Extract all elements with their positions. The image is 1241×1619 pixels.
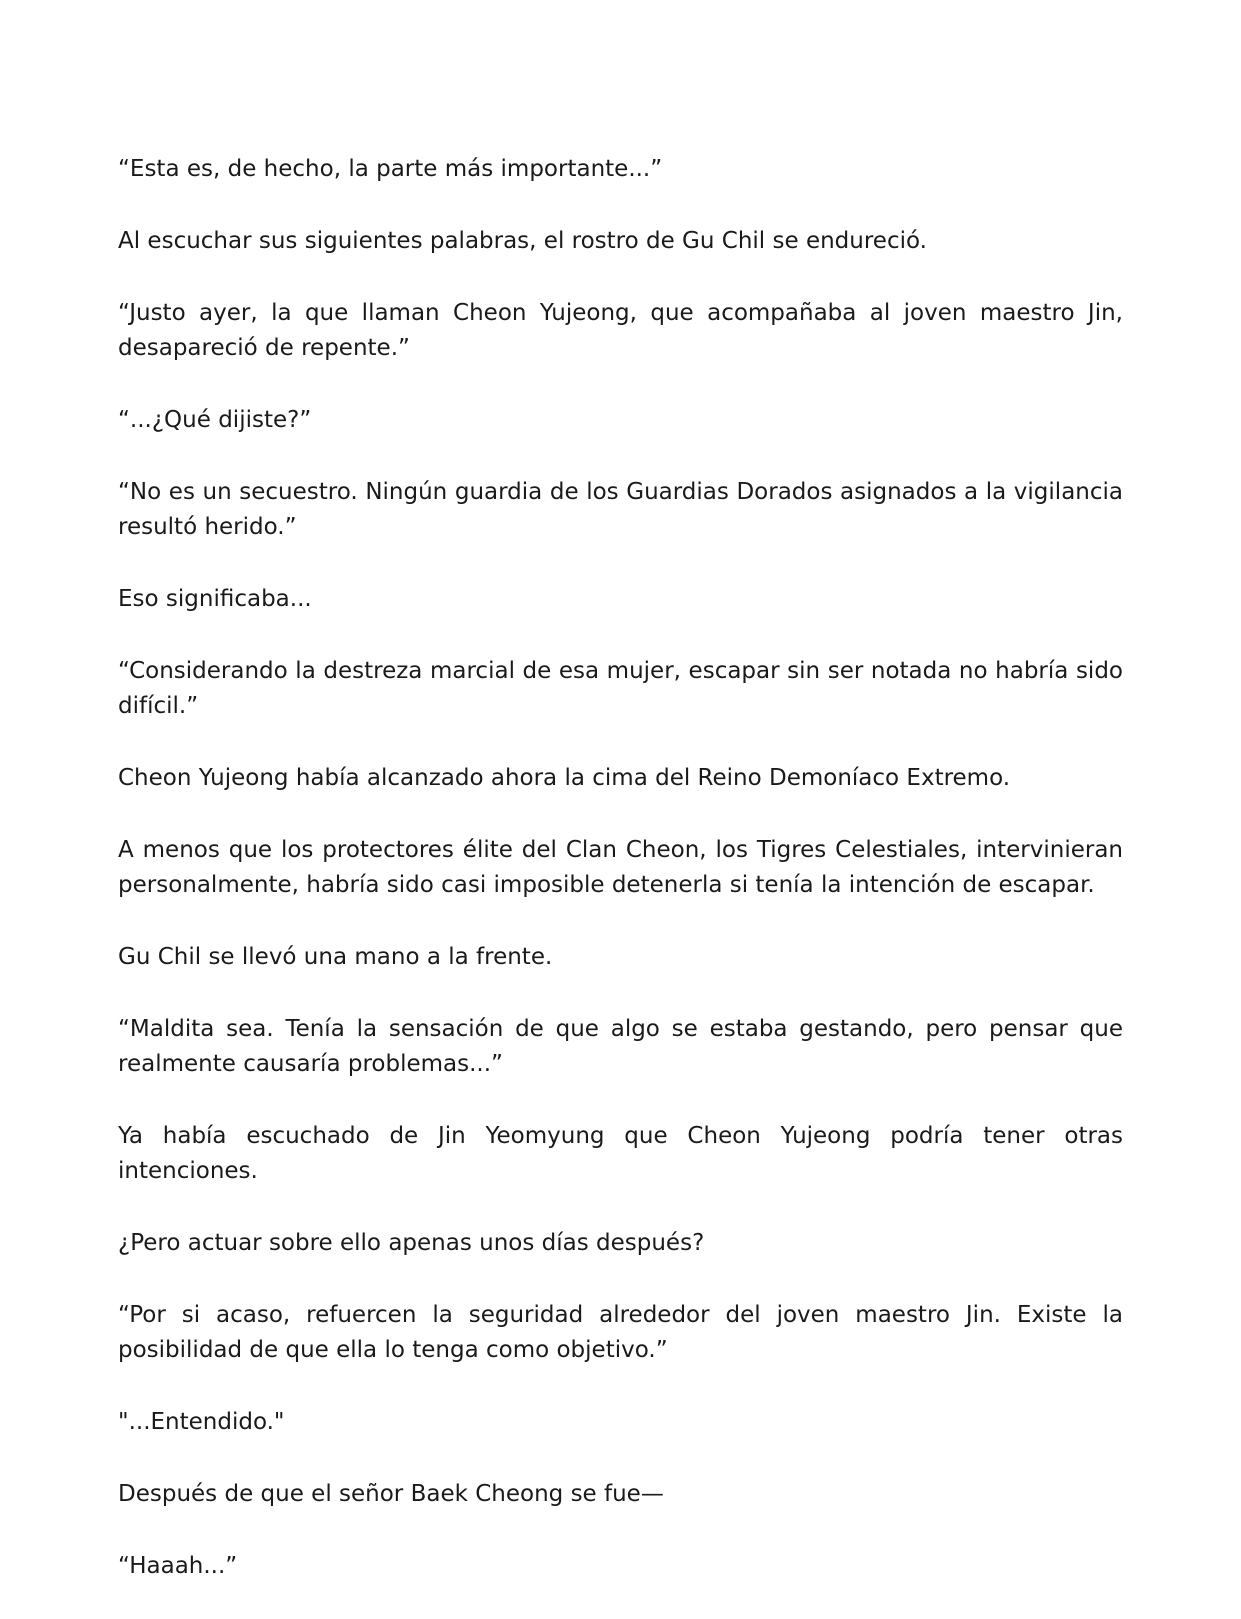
document-body [118,152,1123,1584]
paragraph-9: A menos que los protectores élite del Clan Cheon, los Tigres Celestiales, intervinieran personalmente, habría sido casi imposible detenerla si tenía la intención de escapar. [118,837,1123,898]
paragraph-11: “Maldita sea. Tenía la sensación de que algo se estaba gestando, pero pensar que realmente causaría problemas...” [118,1016,1123,1077]
paragraph-16: Después de que el señor Baek Cheong se fue— [118,1481,664,1507]
paragraph-2: Al escuchar sus siguientes palabras, el rostro de Gu Chil se endureció. [118,228,927,254]
paragraph-10: Gu Chil se llevó una mano a la frente. [118,944,553,970]
paragraph-4: “...¿Qué dijiste?” [118,407,312,433]
paragraph-1: “Esta es, de hecho, la parte más importante...” [118,156,663,182]
paragraph-17: “Haaah...” [118,1553,238,1579]
paragraph-15: "...Entendido." [118,1409,285,1435]
paragraph-7: “Considerando la destreza marcial de esa mujer, escapar sin ser notada no habría sido difícil.” [118,658,1123,719]
paragraph-13: ¿Pero actuar sobre ello apenas unos días después? [118,1230,705,1256]
paragraph-5: “No es un secuestro. Ningún guardia de los Guardias Dorados asignados a la vigilancia resultó herido.” [118,479,1123,540]
paragraph-6: Eso significaba... [118,586,312,612]
paragraph-8: Cheon Yujeong había alcanzado ahora la cima del Reino Demoníaco Extremo. [118,765,1011,791]
paragraph-3: “Justo ayer, la que llaman Cheon Yujeong, que acompañaba al joven maestro Jin, desapareció de repente.” [118,300,1123,361]
paragraph-12: Ya había escuchado de Jin Yeomyung que Cheon Yujeong podría tener otras intenciones. [118,1123,1123,1184]
paragraph-14: “Por si acaso, refuercen la seguridad alrededor del joven maestro Jin. Existe la posibilidad de que ella lo tenga como objetivo.” [118,1302,1123,1363]
